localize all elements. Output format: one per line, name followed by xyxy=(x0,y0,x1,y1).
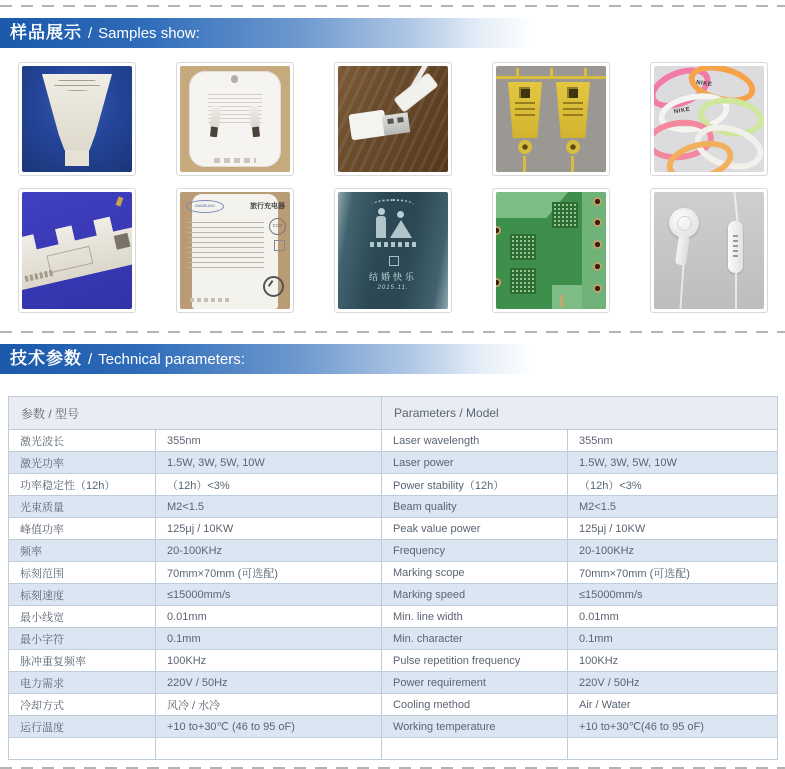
marked-apple-usb-charger-photo xyxy=(180,66,290,172)
engraved-wedding-glass-photo xyxy=(338,192,448,309)
engraved-date-text: 2015.11. xyxy=(377,285,409,291)
pcb-pin xyxy=(560,295,563,307)
qr-code-mark xyxy=(510,268,536,294)
table-cell-zh-value: 20-100KHz xyxy=(156,540,382,562)
table-cell-zh-label: 电力需求 xyxy=(9,672,156,694)
table-cell-zh-value: 355nm xyxy=(156,430,382,452)
marked-pcb-qr-codes-photo xyxy=(496,192,606,309)
runner-stub xyxy=(550,68,553,78)
table-cell-en-value xyxy=(568,738,778,760)
table-cell-en-value: 20-100KHz xyxy=(568,540,778,562)
table-cell-en-value: 220V / 50Hz xyxy=(568,672,778,694)
marked-text-line xyxy=(515,114,535,116)
table-cell-en-label: Working temperature xyxy=(382,716,568,738)
table-cell-zh-label: 功率稳定性（12h） xyxy=(9,474,156,496)
table-cell-zh-label: 标刻范围 xyxy=(9,562,156,584)
sample-tile-samsung-charger xyxy=(176,188,294,313)
technical-parameters-table xyxy=(8,396,778,760)
pcb-drill-hole xyxy=(593,218,602,227)
engraved-base-dots xyxy=(370,242,418,247)
nike-logo-text: NIKE xyxy=(673,106,691,116)
runner-stub xyxy=(516,68,519,78)
earbud-grill xyxy=(677,216,692,231)
marked-samsung-travel-charger-photo xyxy=(180,192,290,309)
table-cell-en-value: 355nm xyxy=(568,430,778,452)
table-cell-en-value: M2<1.5 xyxy=(568,496,778,518)
table-row xyxy=(9,694,778,716)
table-cell-en-value: 100KHz xyxy=(568,650,778,672)
table-cell-zh-label: 频率 xyxy=(9,540,156,562)
table-cell-zh-value: 100KHz xyxy=(156,650,382,672)
laser-marked-text-lines xyxy=(54,78,100,91)
sample-tile-glass-engraving xyxy=(334,188,452,313)
table-cell-en-label: Laser power xyxy=(382,452,568,474)
table-cell-en-label: Pulse repetition frequency xyxy=(382,650,568,672)
top-dashed-divider xyxy=(0,5,785,7)
table-cell-en-value: 125μj / 10KW xyxy=(568,518,778,540)
marked-bulb-base-photo xyxy=(22,66,132,172)
engraved-groom-figure xyxy=(376,216,386,238)
table-cell-zh-value: 0.1mm xyxy=(156,628,382,650)
table-header-en: Parameters / Model xyxy=(382,397,778,430)
seal-tag xyxy=(508,82,542,138)
seal-stem xyxy=(571,156,574,172)
marked-yellow-security-seals-photo xyxy=(496,66,606,172)
earbud-stem xyxy=(675,234,690,265)
seal-nub xyxy=(518,140,532,154)
module-pin xyxy=(116,196,124,206)
table-cell-zh-value: 220V / 50Hz xyxy=(156,672,382,694)
table-row xyxy=(9,606,778,628)
seal-tag xyxy=(556,82,590,138)
seal-nub xyxy=(566,140,580,154)
nike-logo-text: NIKE xyxy=(695,79,713,89)
marked-text-line xyxy=(563,108,583,110)
table-cell-en-label: Min. line width xyxy=(382,606,568,628)
seal-stem xyxy=(523,156,526,172)
certification-marks xyxy=(214,158,256,163)
marked-silicone-wristbands-photo xyxy=(654,66,764,172)
table-row xyxy=(9,518,778,540)
parameters-table-body xyxy=(9,430,778,760)
module-body-shape xyxy=(22,209,132,291)
table-cell-en-value: 0.1mm xyxy=(568,628,778,650)
table-row xyxy=(9,650,778,672)
sample-tile-bulb xyxy=(18,62,136,176)
engraved-bride-figure xyxy=(390,220,412,238)
table-cell-en-value: ≤15000mm/s xyxy=(568,584,778,606)
engraved-groom-head xyxy=(378,208,385,215)
table-cell-zh-value: M2<1.5 xyxy=(156,496,382,518)
table-row xyxy=(9,716,778,738)
earphone-wire xyxy=(733,192,738,222)
table-cell-en-label: Min. character xyxy=(382,628,568,650)
ccc-certification-icon: CCC xyxy=(269,218,286,235)
table-cell-en-value: （12h）<3% xyxy=(568,474,778,496)
pcb-drill-hole xyxy=(593,240,602,249)
usb-plug-body xyxy=(348,110,387,141)
parameters-section-title xyxy=(0,344,785,375)
table-row xyxy=(9,738,778,760)
qr-code-mark xyxy=(567,87,578,98)
table-cell-en-value: 0.01mm xyxy=(568,606,778,628)
marked-text-line xyxy=(190,298,232,302)
table-cell-zh-label: 峰值功率 xyxy=(9,518,156,540)
table-cell-zh-value xyxy=(156,738,382,760)
table-cell-zh-label: 最小线宽 xyxy=(9,606,156,628)
middle-dashed-divider xyxy=(0,331,785,333)
table-header-row xyxy=(9,397,778,430)
marked-text-line xyxy=(515,102,535,104)
title-separator: / xyxy=(88,25,93,42)
pcb-drill-hole xyxy=(496,278,501,287)
apple-logo-icon xyxy=(231,75,238,83)
engraved-diagram xyxy=(46,246,93,273)
table-cell-en-label xyxy=(382,738,568,760)
table-cell-en-value: +10 to+30℃(46 to 95 oF) xyxy=(568,716,778,738)
bulb-neck-shape xyxy=(65,150,89,166)
table-cell-zh-label: 激光波长 xyxy=(9,430,156,452)
marked-usb-connectors-photo xyxy=(338,66,448,172)
table-cell-zh-value: 风冷 / 水冷 xyxy=(156,694,382,716)
table-row xyxy=(9,562,778,584)
sample-tile-apple-charger xyxy=(176,62,294,176)
table-row xyxy=(9,496,778,518)
table-cell-zh-value: +10 to+30℃ (46 to 95 oF) xyxy=(156,716,382,738)
page xyxy=(0,5,785,747)
certification-square-icon xyxy=(274,240,285,251)
table-row xyxy=(9,540,778,562)
pcb-copper-area xyxy=(552,285,582,309)
marked-text-line xyxy=(563,102,583,104)
table-cell-zh-label: 运行温度 xyxy=(9,716,156,738)
engraved-bride-head xyxy=(397,211,404,218)
sample-tile-usb-cable xyxy=(334,62,452,176)
qr-code-mark xyxy=(552,202,578,228)
charger-title-text: 旅行充电器 xyxy=(250,203,285,210)
table-row xyxy=(9,430,778,452)
table-cell-zh-value: 1.5W, 3W, 5W, 10W xyxy=(156,452,382,474)
sample-tile-security-seals xyxy=(492,62,610,176)
table-row xyxy=(9,628,778,650)
table-cell-zh-label: 激光功率 xyxy=(9,452,156,474)
table-cell-zh-value: 70mm×70mm (可选配) xyxy=(156,562,382,584)
samples-title-en: Samples show: xyxy=(98,25,200,42)
engraved-seal-mark xyxy=(389,256,399,266)
table-cell-zh-label: 最小字符 xyxy=(9,628,156,650)
table-cell-zh-label: 标刻速度 xyxy=(9,584,156,606)
laser-marked-spec-lines xyxy=(188,218,264,268)
sample-tile-pcb xyxy=(492,188,610,313)
table-cell-en-value: Air / Water xyxy=(568,694,778,716)
qr-code-mark xyxy=(519,87,530,98)
table-cell-en-label: Beam quality xyxy=(382,496,568,518)
table-header-zh: 参数 / 型号 xyxy=(9,397,382,430)
usb-plug-metal-tip xyxy=(382,112,411,135)
table-cell-zh-value: 0.01mm xyxy=(156,606,382,628)
inline-remote-shape xyxy=(728,221,743,273)
earphone-wire xyxy=(679,263,684,309)
table-cell-zh-label: 脉冲重复频率 xyxy=(9,650,156,672)
samsung-logo: SAMSUNG xyxy=(186,200,224,213)
sample-tile-earphones xyxy=(650,188,768,313)
marked-power-module-photo xyxy=(22,192,132,309)
table-cell-en-label: Peak value power xyxy=(382,518,568,540)
samples-section-banner xyxy=(0,18,785,48)
table-cell-en-label: Power requirement xyxy=(382,672,568,694)
table-row xyxy=(9,672,778,694)
marked-text-line xyxy=(24,270,53,282)
samples-section-title xyxy=(0,18,785,49)
marked-earphones-photo xyxy=(654,192,764,309)
pcb-drill-hole xyxy=(593,262,602,271)
parameters-title-zh: 技术参数 xyxy=(10,349,82,368)
title-separator: / xyxy=(88,351,93,368)
table-row xyxy=(9,584,778,606)
table-cell-en-value: 1.5W, 3W, 5W, 10W xyxy=(568,452,778,474)
table-row xyxy=(9,452,778,474)
samples-grid-row-1 xyxy=(18,62,768,176)
marked-text-line xyxy=(563,114,583,116)
table-cell-en-label: Marking scope xyxy=(382,562,568,584)
table-cell-zh-value: ≤15000mm/s xyxy=(156,584,382,606)
parameters-section-banner xyxy=(0,344,785,374)
sample-tile-power-module xyxy=(18,188,136,313)
table-cell-zh-value: （12h）<3% xyxy=(156,474,382,496)
marked-text-line xyxy=(515,108,535,110)
pcb-drill-hole xyxy=(496,226,501,235)
table-cell-en-value: 70mm×70mm (可选配) xyxy=(568,562,778,584)
table-cell-zh-label: 光束质量 xyxy=(9,496,156,518)
pcb-drill-hole xyxy=(593,197,602,206)
table-row xyxy=(9,474,778,496)
runner-stub xyxy=(584,68,587,78)
table-cell-en-label: Marking speed xyxy=(382,584,568,606)
round-logo-icon xyxy=(263,276,284,297)
earphone-wire xyxy=(735,272,737,309)
qr-code-mark xyxy=(510,234,536,260)
table-cell-zh-value: 125μj / 10KW xyxy=(156,518,382,540)
qr-code-mark xyxy=(114,233,131,250)
table-cell-zh-label xyxy=(9,738,156,760)
table-cell-zh-label: 冷却方式 xyxy=(9,694,156,716)
table-cell-en-label: Power stability（12h） xyxy=(382,474,568,496)
parameters-title-en: Technical parameters: xyxy=(98,351,245,368)
table-cell-en-label: Cooling method xyxy=(382,694,568,716)
samples-grid-row-2 xyxy=(18,188,768,313)
sample-tile-wristbands xyxy=(650,62,768,176)
table-cell-en-label: Laser wavelength xyxy=(382,430,568,452)
pcb-drill-hole xyxy=(593,284,602,293)
engraved-greeting-text: 结婚快乐 xyxy=(368,272,417,282)
samples-title-zh: 样品展示 xyxy=(10,23,82,42)
table-cell-en-label: Frequency xyxy=(382,540,568,562)
